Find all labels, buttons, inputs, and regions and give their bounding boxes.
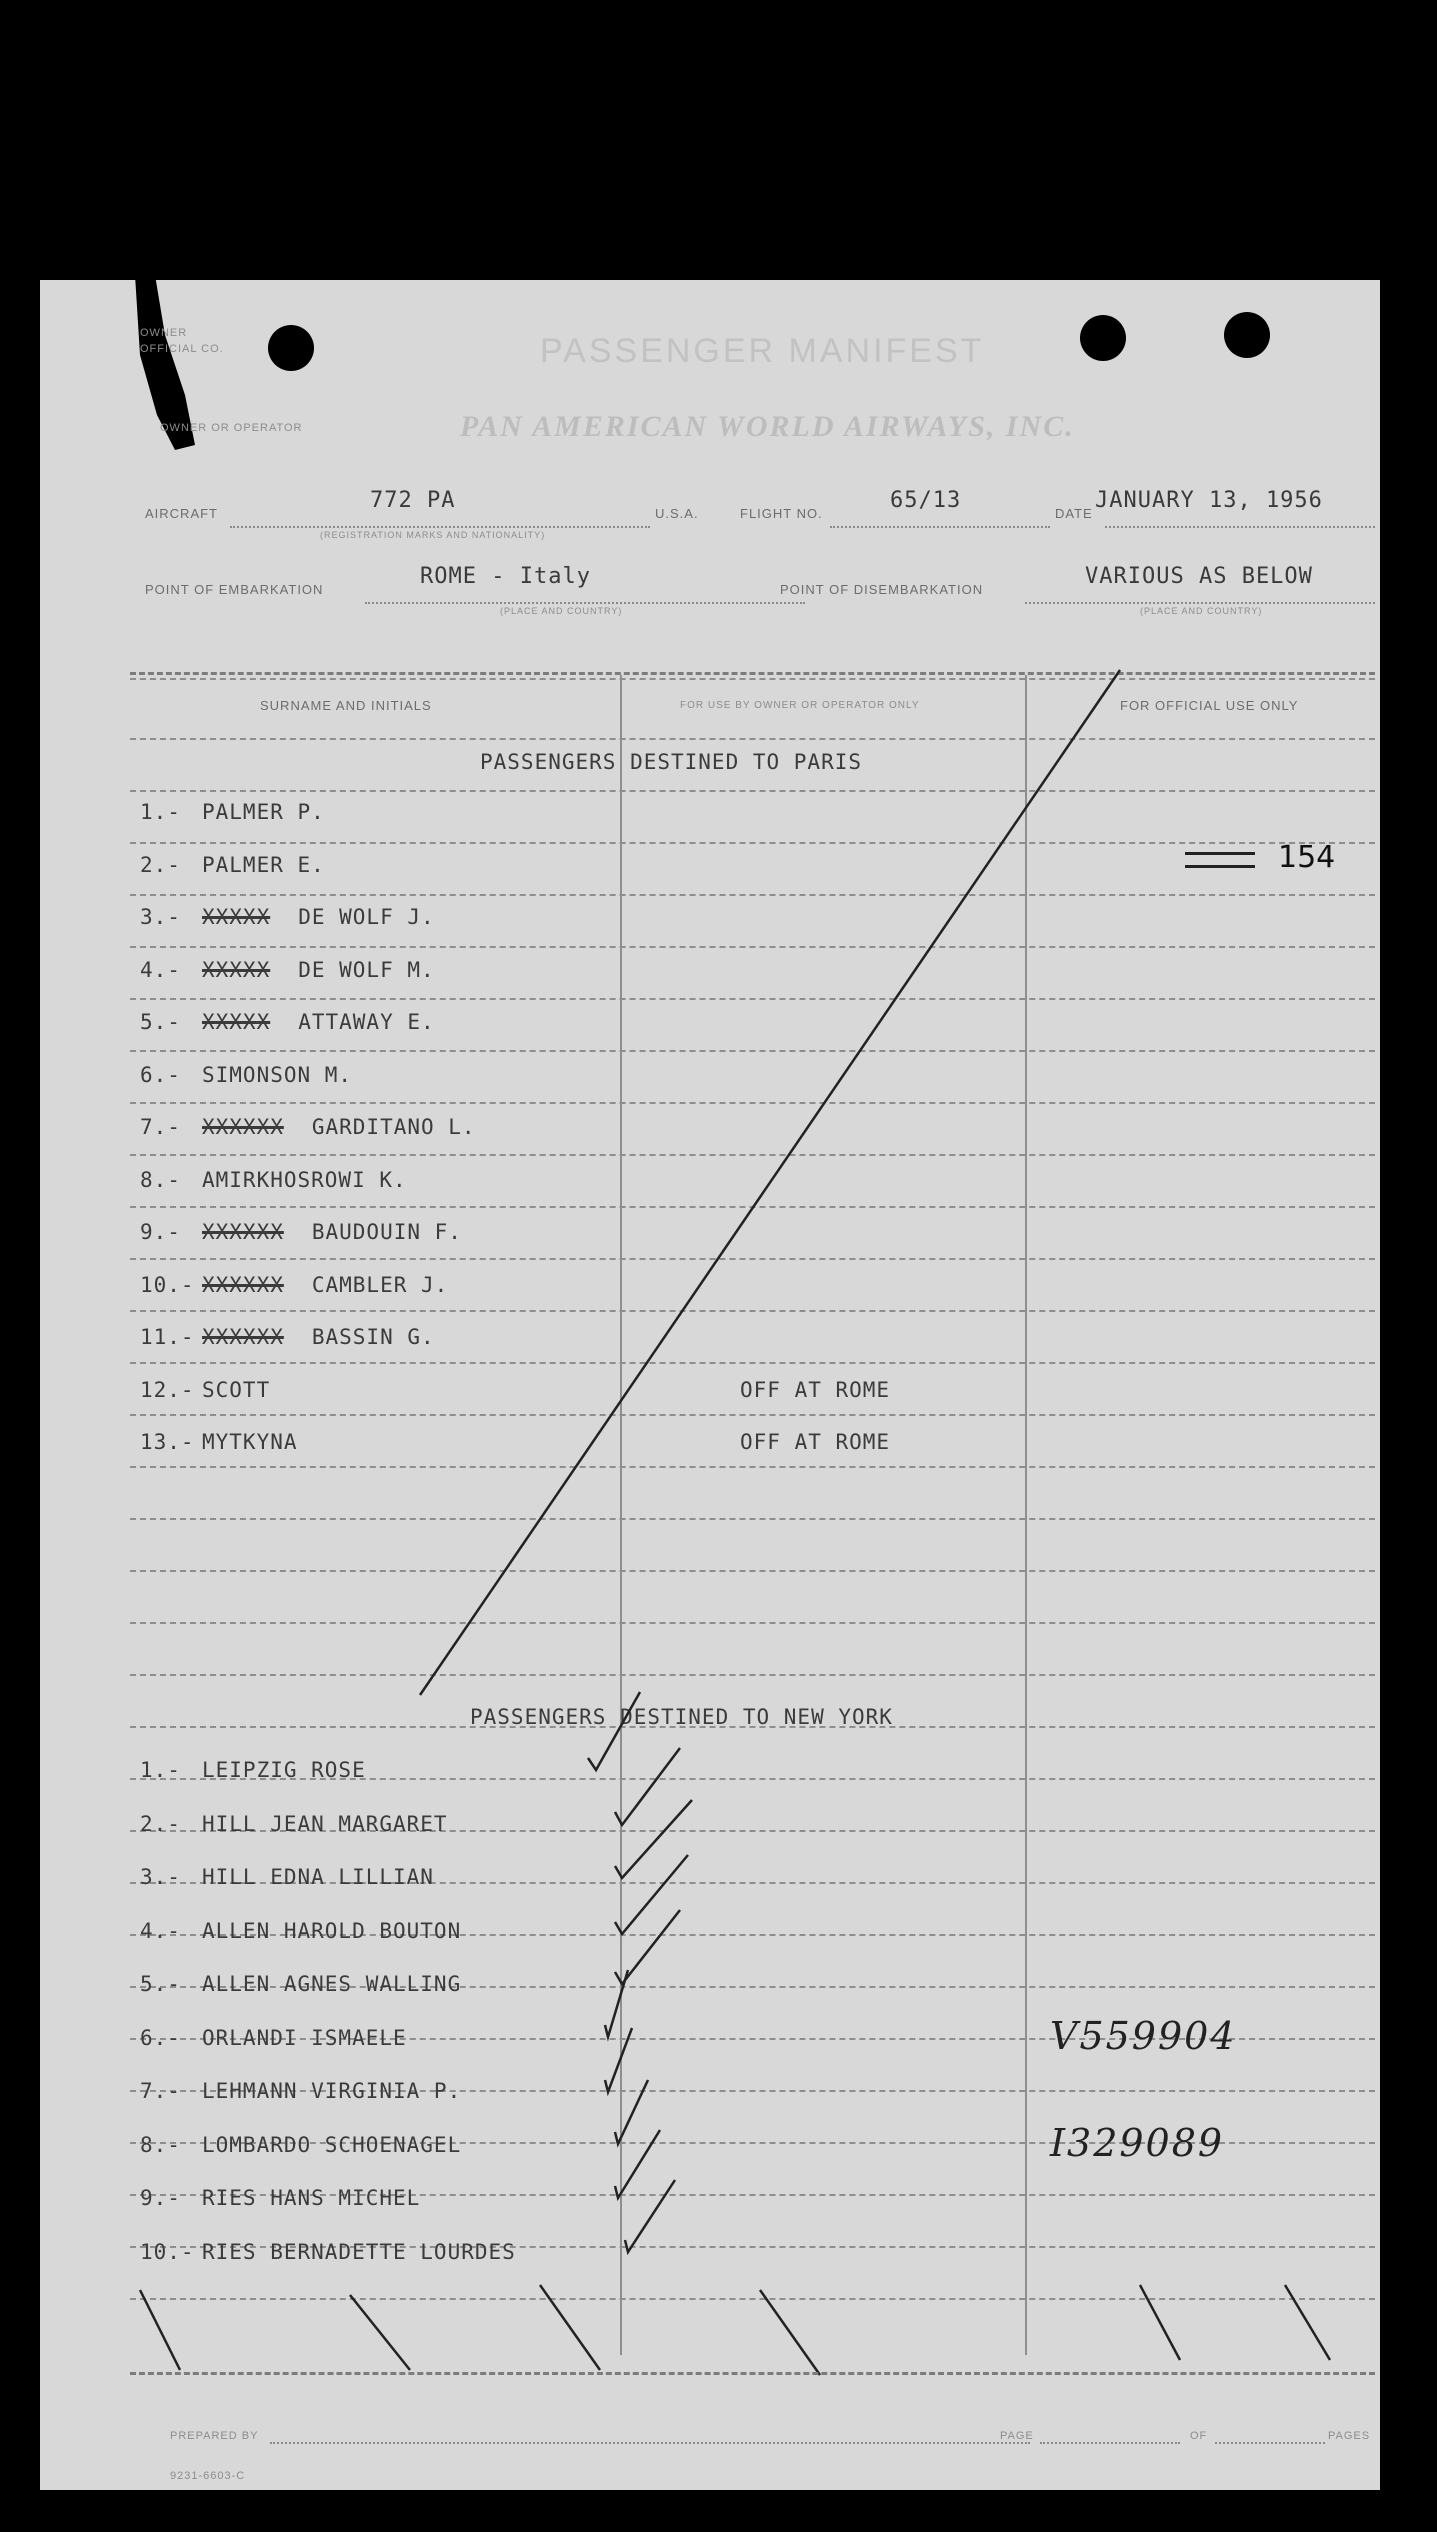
section-heading-new-york: PASSENGERS DESTINED TO NEW YORK <box>470 1705 893 1729</box>
passenger-name: ALLEN AGNES WALLING <box>202 1972 462 1996</box>
row-number: 4.- <box>140 1918 181 1943</box>
of-label: OF <box>1190 2430 1208 2442</box>
passenger-name: PALMER P. <box>202 800 325 824</box>
operator-note: OFF AT ROME <box>740 1430 891 1454</box>
passenger-name: ORLANDI ISMAELE <box>202 2025 407 2050</box>
embarkation-caption: (PLACE AND COUNTRY) <box>500 606 623 616</box>
passenger-name: AMIRKHOSROWI K. <box>202 1167 407 1192</box>
passenger-name: SIMONSON M. <box>202 1062 353 1087</box>
owner-operator-label: OWNER OR OPERATOR <box>160 422 303 434</box>
registration-caption: (REGISTRATION MARKS AND NATIONALITY) <box>320 530 546 540</box>
row-number: 3.- <box>140 1865 181 1889</box>
row-number: 2.- <box>140 852 181 877</box>
pen-strokes <box>40 280 1380 2490</box>
struck-text: XXXXXX <box>202 1115 284 1139</box>
passenger-name: HILL EDNA LILLIAN <box>202 1865 434 1889</box>
disembarkation-caption: (PLACE AND COUNTRY) <box>1140 606 1263 616</box>
flight-value: 65/13 <box>890 488 962 513</box>
row-number: 10.- <box>140 2239 195 2264</box>
page-label: PAGE <box>1000 2430 1034 2442</box>
page-title: PASSENGER MANIFEST <box>540 332 985 370</box>
row-number: 8.- <box>140 2132 181 2157</box>
row-number: 4.- <box>140 957 181 982</box>
passenger-name: RIES BERNADETTE LOURDES <box>202 2239 516 2264</box>
flight-label: FLIGHT NO. <box>740 506 823 521</box>
passenger-name: ALLEN HAROLD BOUTON <box>202 1918 462 1943</box>
form-number: 9231-6603-C <box>170 2470 246 2482</box>
embarkation-label: POINT OF EMBARKATION <box>145 582 324 597</box>
row-number: 3.- <box>140 905 181 929</box>
row-number: 6.- <box>140 2025 181 2050</box>
passenger-name: SCOTT <box>202 1377 271 1402</box>
struck-text: XXXXX <box>202 1010 271 1034</box>
passenger-name: BAUDOUIN F. <box>311 1220 462 1244</box>
aircraft-value: 772 PA <box>370 488 456 513</box>
passenger-name: RIES HANS MICHEL <box>202 2186 421 2210</box>
column-header-name: SURNAME AND INITIALS <box>260 698 432 713</box>
row-number: 6.- <box>140 1062 181 1087</box>
passenger-name: ATTAWAY E. <box>298 1010 435 1034</box>
row-number: 7.- <box>140 2079 181 2103</box>
passenger-name: LOMBARDO SCHOENAGEL <box>202 2132 462 2157</box>
row-number: 5.- <box>140 1010 181 1034</box>
column-header-operator: FOR USE BY OWNER OR OPERATOR ONLY <box>680 700 920 711</box>
passenger-name: DE WOLF J. <box>298 905 435 929</box>
passenger-name: LEHMANN VIRGINIA P. <box>202 2079 462 2103</box>
manifest-sheet <box>40 280 1380 2490</box>
passenger-name: DE WOLF M. <box>298 957 435 982</box>
struck-text: XXXXXX <box>202 1272 284 1297</box>
date-value: JANUARY 13, 1956 <box>1095 488 1323 513</box>
row-number: 10.- <box>140 1272 195 1297</box>
nationality: U.S.A. <box>655 506 699 521</box>
row-number: 2.- <box>140 1811 181 1836</box>
row-number: 1.- <box>140 1758 181 1782</box>
row-number: 7.- <box>140 1115 181 1139</box>
official-handwritten-number: I329089 <box>1050 2120 1225 2165</box>
carrier-name: PAN AMERICAN WORLD AIRWAYS, INC. <box>460 410 1075 443</box>
disembarkation-value: VARIOUS AS BELOW <box>1085 564 1313 589</box>
pages-label: PAGES <box>1328 2430 1371 2442</box>
passenger-name: MYTKYNA <box>202 1430 298 1454</box>
row-number: 9.- <box>140 1220 181 1244</box>
struck-text: XXXXX <box>202 905 271 929</box>
row-number: 8.- <box>140 1167 181 1192</box>
operator-note: OFF AT ROME <box>740 1377 891 1402</box>
row-number: 1.- <box>140 800 181 824</box>
row-number: 9.- <box>140 2186 181 2210</box>
passenger-name: GARDITANO L. <box>311 1115 476 1139</box>
section-heading-paris: PASSENGERS DESTINED TO PARIS <box>480 750 863 774</box>
row-number: 13.- <box>140 1430 195 1454</box>
date-label: DATE <box>1055 506 1093 521</box>
row-number: 5.- <box>140 1972 181 1996</box>
passenger-name: CAMBLER J. <box>311 1272 449 1297</box>
passenger-name: PALMER E. <box>202 852 325 877</box>
row-number: 12.- <box>140 1377 195 1402</box>
prepared-by-label: PREPARED BY <box>170 2430 259 2442</box>
disembarkation-label: POINT OF DISEMBARKATION <box>780 582 984 597</box>
owner-label: OWNER OFFICIAL CO. <box>140 327 224 355</box>
passenger-name: BASSIN G. <box>311 1325 435 1349</box>
passenger-name: LEIPZIG ROSE <box>202 1758 366 1782</box>
struck-text: XXXXXX <box>202 1325 284 1349</box>
official-handwritten-number: V559904 <box>1050 2013 1237 2058</box>
row-number: 11.- <box>140 1325 195 1349</box>
aircraft-label: AIRCRAFT <box>145 506 218 521</box>
struck-text: XXXXXX <box>202 1220 284 1244</box>
official-stamp-number: 154 <box>1278 840 1336 875</box>
embarkation-value: ROME - Italy <box>420 564 591 589</box>
column-header-official: FOR OFFICIAL USE ONLY <box>1120 698 1299 713</box>
passenger-name: HILL JEAN MARGARET <box>202 1811 448 1836</box>
struck-text: XXXXX <box>202 957 271 982</box>
